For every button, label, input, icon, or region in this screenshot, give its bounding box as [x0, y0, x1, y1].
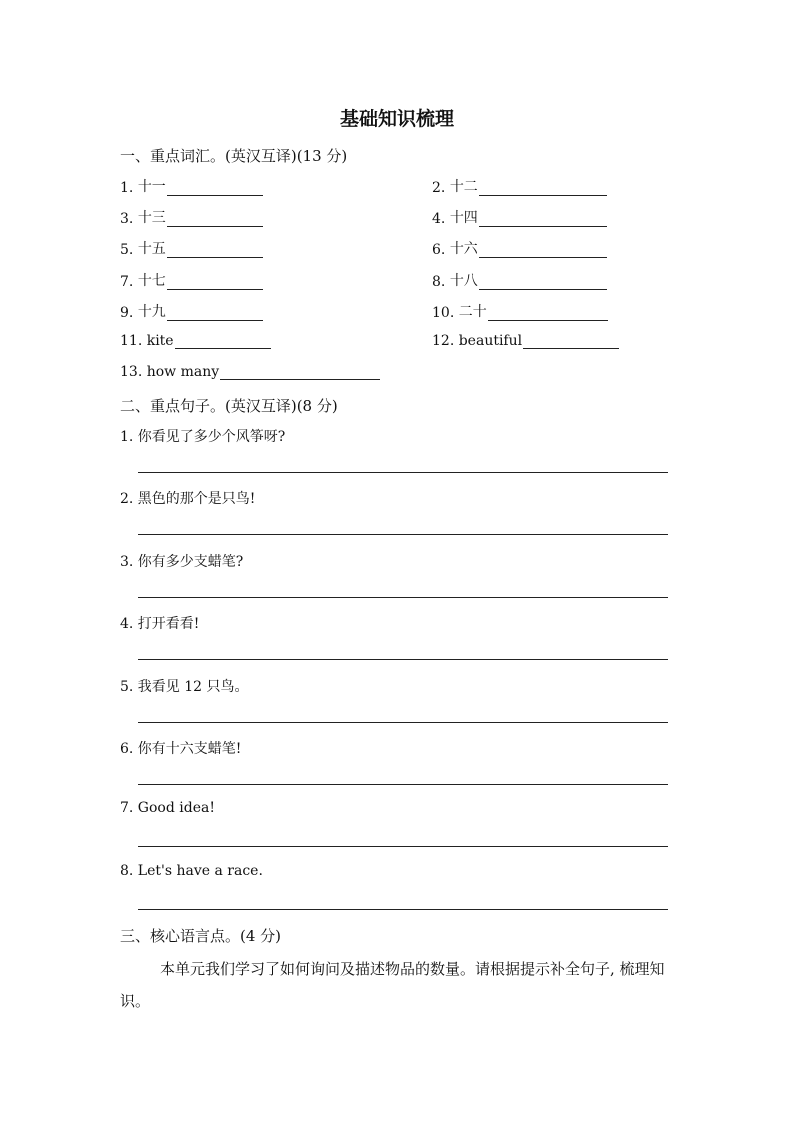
sentence-answer-line-4[interactable]: [138, 659, 668, 660]
vocab-word: 十四: [449, 210, 478, 226]
vocab-number: 5.: [120, 242, 134, 258]
vocab-word: 十三: [137, 210, 166, 226]
vocab-item-11: [120, 333, 271, 349]
vocab-answer-blank[interactable]: [488, 306, 608, 321]
vocab-answer-blank[interactable]: [479, 212, 607, 227]
vocab-answer-blank[interactable]: [167, 306, 263, 321]
sentence-prompt-5: 5. 我看见 12 只鸟。: [120, 679, 249, 695]
vocab-word: 十二: [449, 179, 478, 195]
sentence-prompt-4: 4. 打开看看!: [120, 616, 200, 632]
vocab-answer-blank[interactable]: [167, 212, 263, 227]
sentence-prompt-8: 8. Let's have a race.: [120, 863, 263, 879]
sentence-answer-line-6[interactable]: [138, 784, 668, 785]
vocab-item-7: [120, 270, 263, 290]
sentence-answer-line-8[interactable]: [138, 909, 668, 910]
vocab-number: 9.: [120, 305, 134, 321]
vocab-answer-blank[interactable]: [479, 275, 607, 290]
sentence-prompt-7: 7. Good idea!: [120, 800, 215, 816]
vocab-number: 8.: [432, 274, 446, 290]
vocab-answer-blank[interactable]: [523, 334, 619, 349]
vocab-item-13: [120, 364, 380, 380]
vocab-item-5: [120, 238, 263, 258]
vocab-word: kite: [146, 333, 174, 349]
vocab-number: 10.: [432, 305, 455, 321]
vocab-number: 4.: [432, 211, 446, 227]
vocab-word: how many: [146, 364, 220, 380]
vocab-number: 3.: [120, 211, 134, 227]
sentence-prompt-2: 2. 黑色的那个是只鸟!: [120, 491, 256, 507]
vocab-answer-blank[interactable]: [175, 334, 271, 349]
section1-heading: 一、重点词汇。(英汉互译)(13 分): [120, 147, 348, 165]
vocab-item-1: [120, 176, 263, 196]
section2-heading: 二、重点句子。(英汉互译)(8 分): [120, 397, 338, 415]
sentence-prompt-1: 1. 你看见了多少个风筝呀?: [120, 429, 286, 445]
vocab-number: 13.: [120, 364, 143, 380]
vocab-item-8: [432, 270, 607, 290]
sentence-answer-line-7[interactable]: [138, 846, 668, 847]
section3-heading: 三、核心语言点。(4 分): [120, 927, 282, 945]
sentence-answer-line-5[interactable]: [138, 722, 668, 723]
vocab-number: 2.: [432, 180, 446, 196]
vocab-answer-blank[interactable]: [167, 181, 263, 196]
vocab-word: 十五: [137, 241, 166, 257]
vocab-word: 十九: [137, 304, 166, 320]
vocab-word: beautiful: [458, 333, 523, 349]
vocab-number: 6.: [432, 242, 446, 258]
vocab-item-9: [120, 301, 263, 321]
vocab-word: 十一: [137, 179, 166, 195]
sentence-prompt-6: 6. 你有十六支蜡笔!: [120, 741, 242, 757]
page-title: 基础知识梳理: [339, 108, 454, 130]
vocab-answer-blank[interactable]: [167, 243, 263, 258]
vocab-answer-blank[interactable]: [479, 243, 607, 258]
vocab-number: 1.: [120, 180, 134, 196]
sentence-answer-line-2[interactable]: [138, 534, 668, 535]
vocab-number: 12.: [432, 333, 455, 349]
vocab-item-6: [432, 238, 607, 258]
sentence-answer-line-3[interactable]: [138, 597, 668, 598]
vocab-answer-blank[interactable]: [167, 275, 263, 290]
sentence-answer-line-1[interactable]: [138, 472, 668, 473]
vocab-answer-blank[interactable]: [220, 365, 380, 380]
sentence-prompt-3: 3. 你有多少支蜡笔?: [120, 554, 244, 570]
vocab-answer-blank[interactable]: [479, 181, 607, 196]
vocab-item-10: [432, 301, 608, 321]
vocab-item-12: [432, 333, 619, 349]
vocab-item-2: [432, 176, 607, 196]
vocab-item-3: [120, 207, 263, 227]
vocab-word: 二十: [458, 304, 487, 320]
vocab-number: 7.: [120, 274, 134, 290]
vocab-number: 11.: [120, 333, 143, 349]
section3-paragraph: 本单元我们学习了如何询问及描述物品的数量。请根据提示补全句子, 梳理知识。: [120, 960, 665, 1010]
vocab-word: 十六: [449, 241, 478, 257]
vocab-word: 十八: [449, 273, 478, 289]
vocab-word: 十七: [137, 273, 166, 289]
vocab-item-4: [432, 207, 607, 227]
